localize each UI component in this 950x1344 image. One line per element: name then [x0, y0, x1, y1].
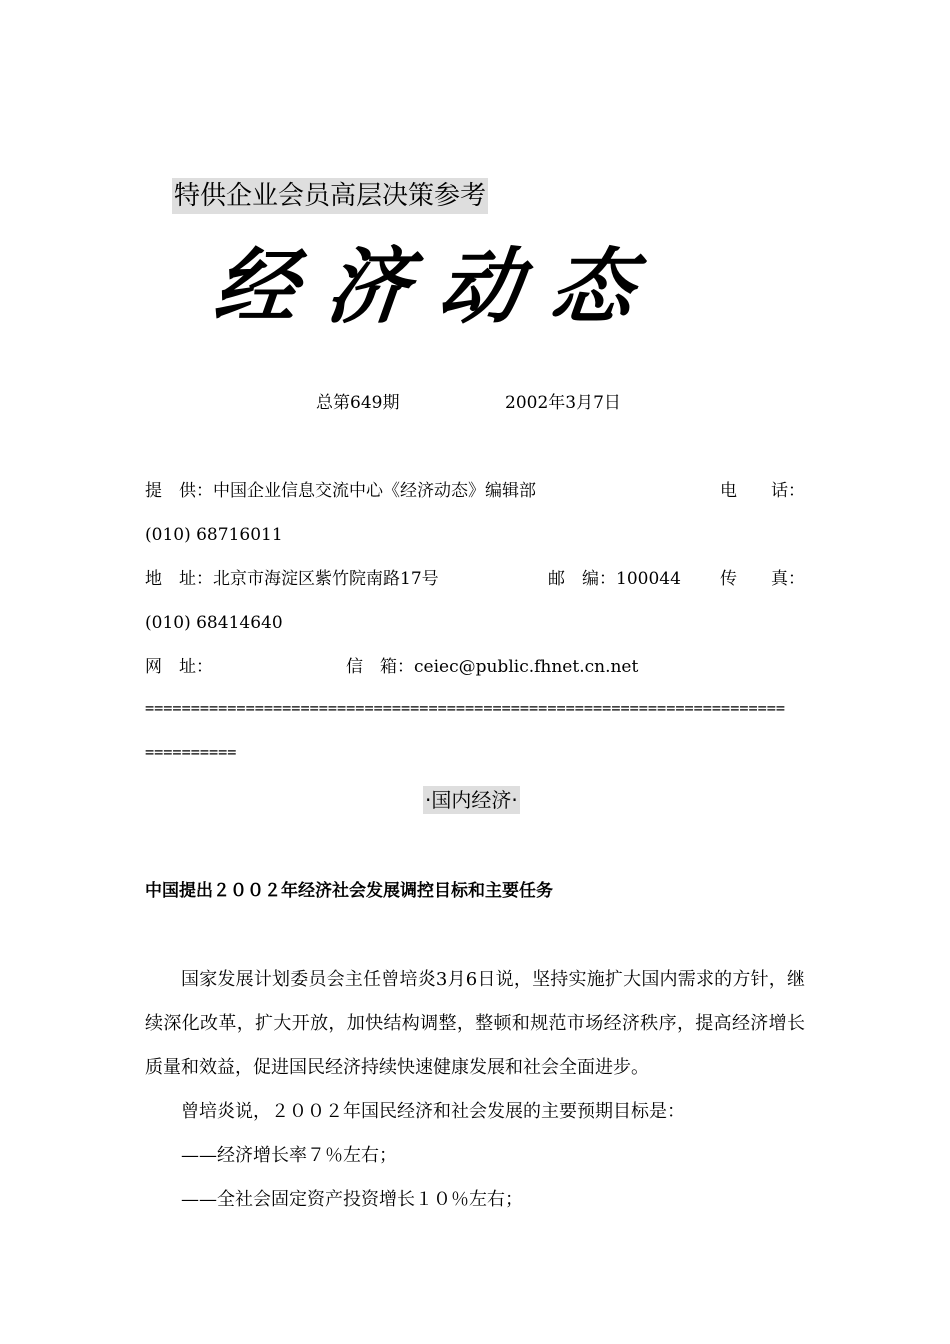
target-list-item: ——全社会固定资产投资增长１０％左右；	[181, 1189, 523, 1210]
address-value: 北京市海淀区紫竹院南路17号	[213, 569, 439, 589]
fax-label: 传 真：	[720, 569, 805, 589]
divider-line-continued: ==========	[145, 743, 237, 761]
provider-label: 提 供：	[145, 481, 213, 501]
provider-line	[145, 479, 536, 503]
issue-date: 2002年3月7日	[505, 393, 621, 413]
article-headline: 中国提出２００２年经济社会发展调控目标和主要任务	[145, 881, 553, 901]
address-label: 地 址：	[145, 569, 213, 589]
masthead-title: 经济动态	[209, 239, 669, 335]
article-paragraph-targets: 曾培炎说，２００２年国民经济和社会发展的主要预期目标是：	[181, 1101, 685, 1122]
issue-number: 总第649期	[316, 393, 400, 413]
postcode-line	[548, 567, 681, 591]
fax-value: (010) 68414640	[145, 613, 283, 633]
phone-label: 电 话：	[720, 481, 805, 501]
article-paragraph: 国家发展计划委员会主任曾培炎3月6日说，坚持实施扩大国内需求的方针，继续深化改革，扩大开放，加快结构调整，整顿和规范市场经济秩序，提高经济增长质量和效益，促进国民经济持续快速健康发展和社会全面进步。	[145, 969, 805, 1078]
email-line	[346, 655, 638, 679]
postcode-value: 100044	[616, 569, 681, 589]
phone-value: (010) 68716011	[145, 525, 283, 545]
target-list-item: ——经济增长率７％左右；	[181, 1145, 397, 1166]
provider-value: 中国企业信息交流中心《经济动态》编辑部	[213, 481, 536, 501]
address-line	[145, 567, 439, 591]
postcode-label: 邮 编：	[548, 569, 616, 589]
tagline: 特供企业会员高层决策参考	[172, 178, 488, 214]
email-label: 信 箱：	[346, 657, 414, 677]
divider-line: ======================================================================	[145, 699, 786, 717]
website-label: 网 址：	[145, 657, 213, 677]
email-value[interactable]: ceiec@public.fhnet.cn.net	[414, 657, 639, 677]
section-title: ·国内经济·	[425, 788, 518, 812]
